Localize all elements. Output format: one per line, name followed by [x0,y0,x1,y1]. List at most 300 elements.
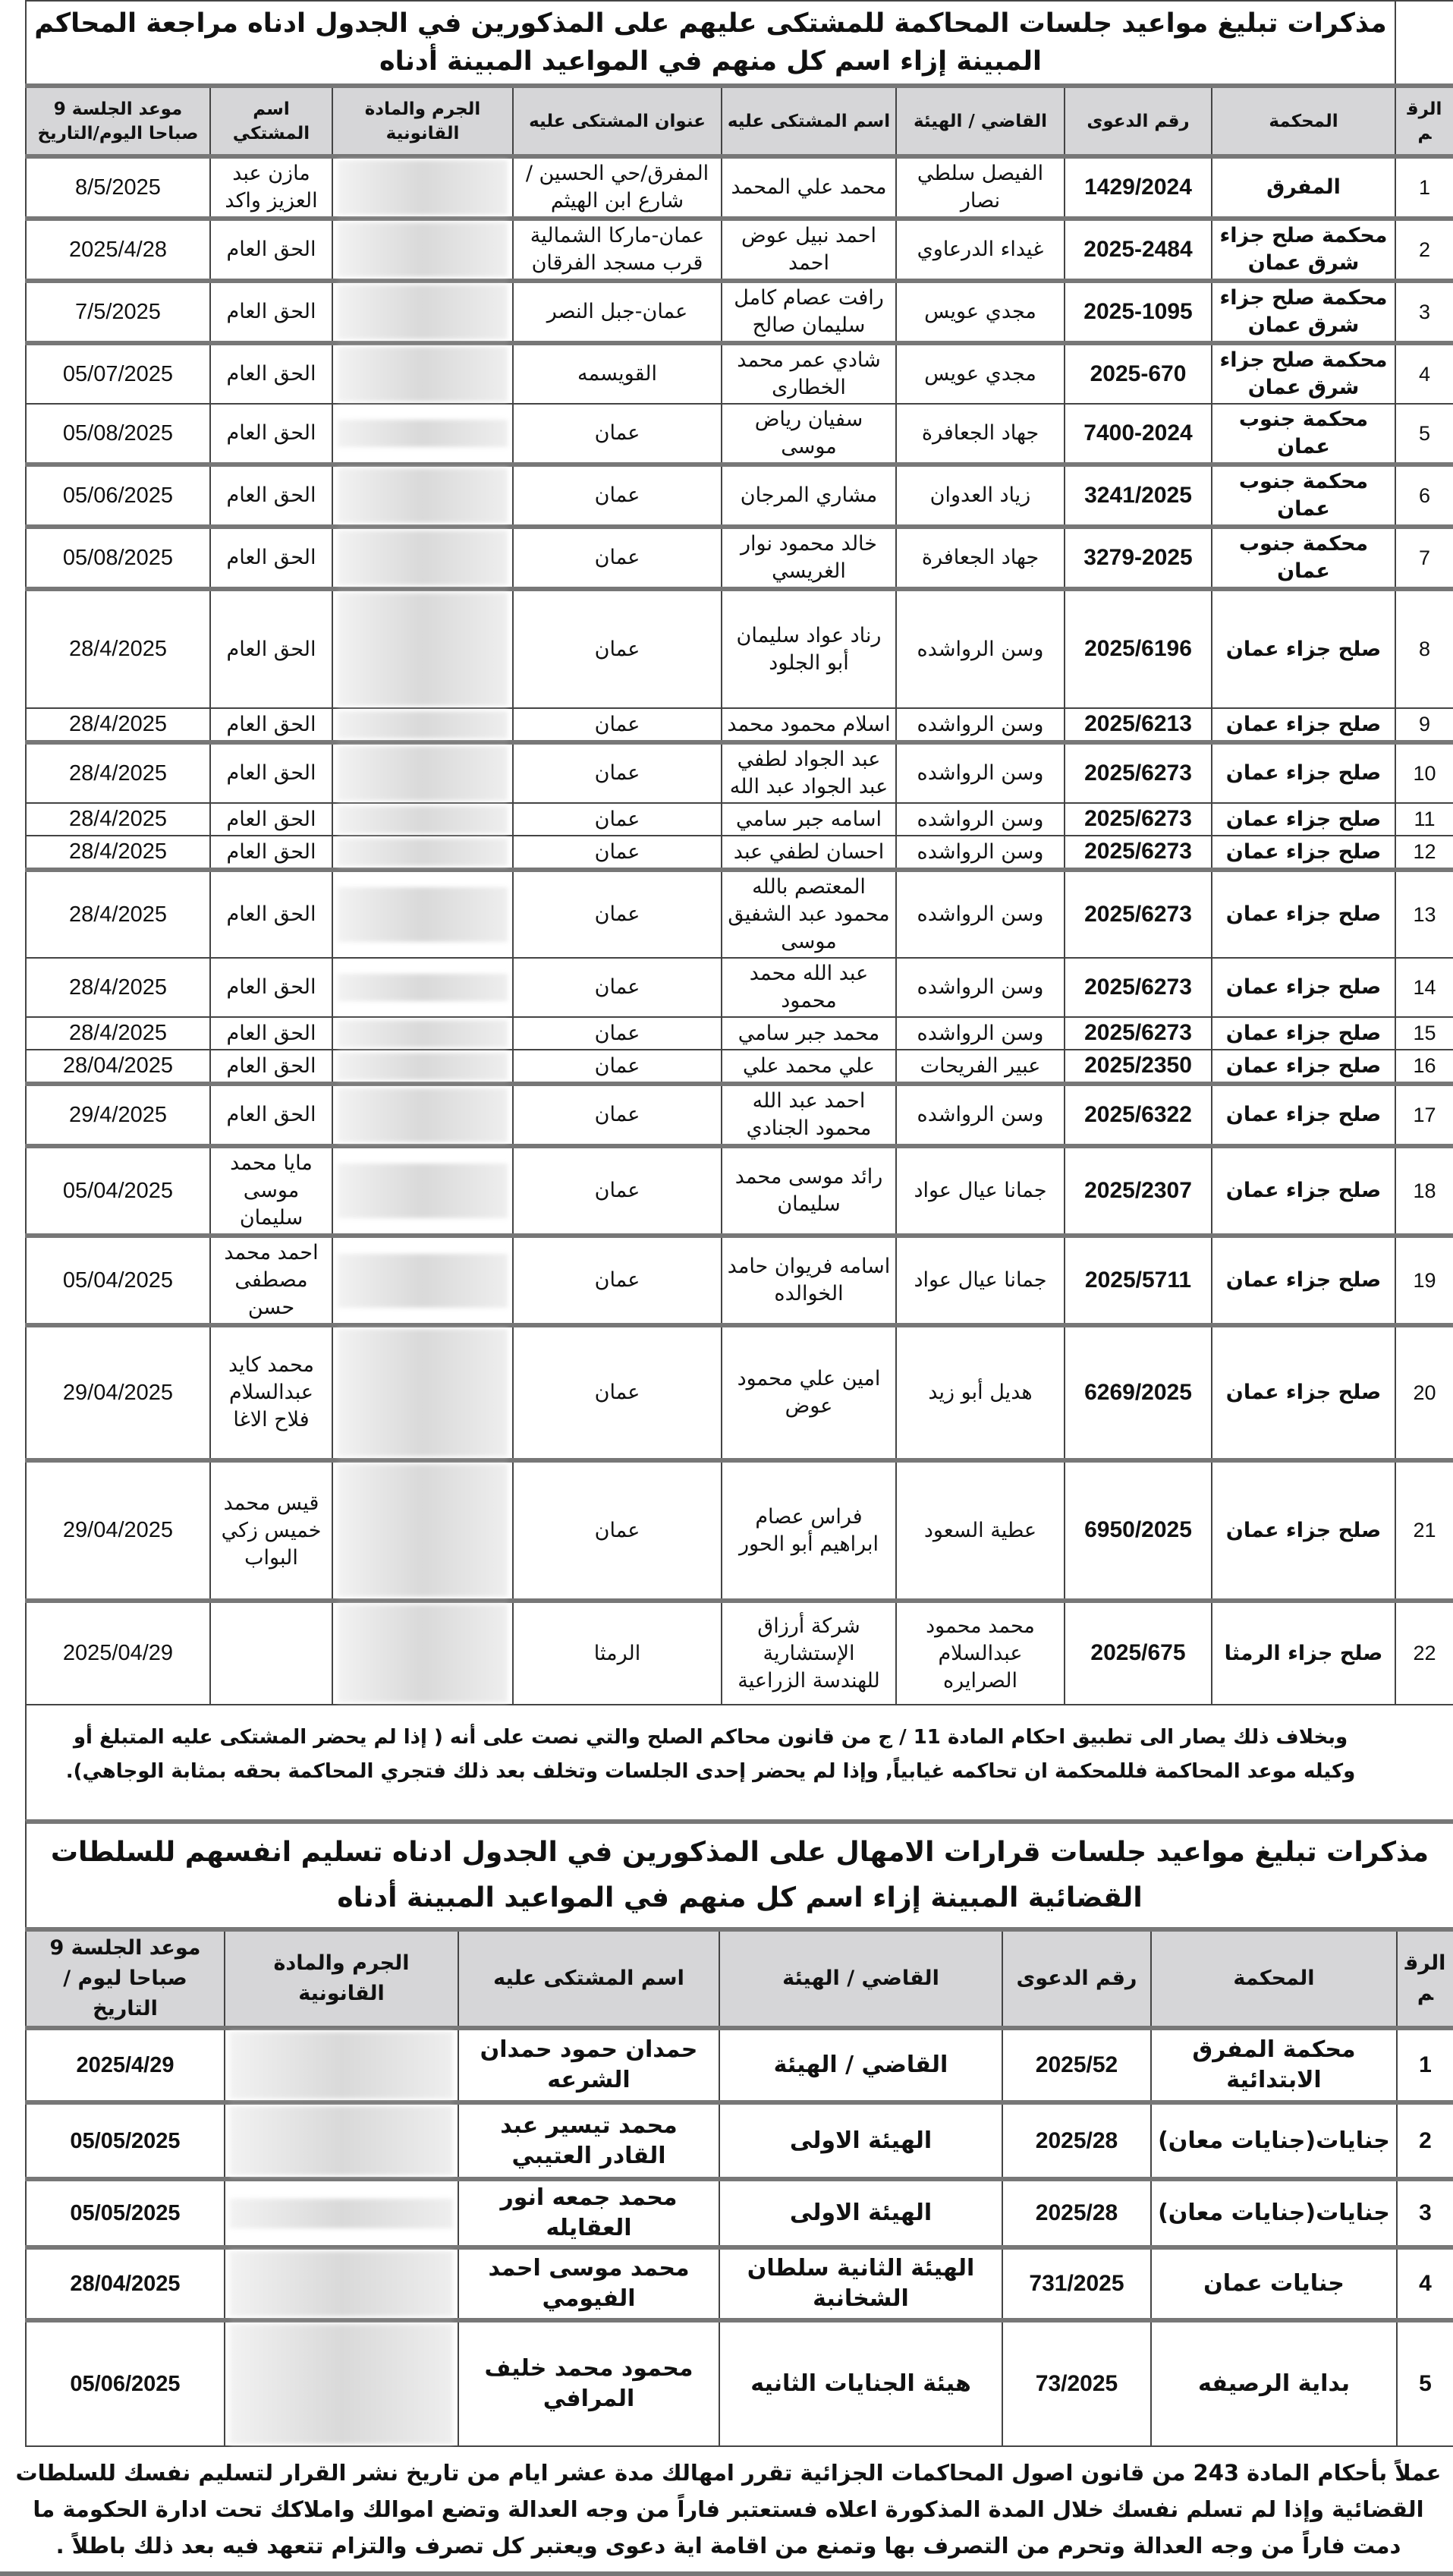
judge-text: عطية السعود [923,1518,1037,1542]
row-number-text: 2 [1418,238,1431,261]
cell-defendant-address [513,1017,722,1050]
cell-case-number [1002,2102,1151,2179]
table-row [26,1236,1453,1325]
cell-defendant [458,2320,719,2446]
case-number-text: 2025/6273 [1084,839,1192,864]
judge-text: الهيئة الاولى [789,2200,932,2226]
cell-charge [332,1050,513,1084]
redacted-block [338,468,508,523]
row-number-text: 21 [1413,1519,1436,1542]
hearing-date-text: 8/5/2025 [75,175,161,200]
complainant-text: الحق العام [226,761,316,785]
cell-complainant [210,1236,332,1325]
cell-judge [896,404,1065,464]
redacted-block [338,347,508,402]
case-number-text: 2025/6273 [1084,901,1192,927]
court-text: محكمة جنوب عمان [1238,532,1369,583]
court-text: صلح جزاء عمان [1225,839,1382,864]
cell-defendant-address [513,343,722,404]
row-number-text: 3 [1419,2200,1432,2225]
cell-judge [719,2028,1002,2102]
cell-defendant [722,836,896,870]
cell-case-number [1065,527,1212,589]
redacted-block [338,711,508,738]
notice-article-11-box [25,1705,1395,1819]
row-number-text: 22 [1413,1642,1436,1664]
cell-complainant [210,958,332,1017]
defendant-address-text: عمان [594,546,640,569]
cell-complainant [210,1325,332,1460]
cell-charge [332,803,513,836]
cell-court [1212,281,1395,343]
cell-charge [332,1460,513,1601]
cell-row-number [1395,1017,1453,1050]
redacted-block [338,806,508,833]
case-number-text: 2025/2307 [1084,1177,1192,1203]
row-number-text: 17 [1413,1103,1436,1126]
cell-case-number [1065,803,1212,836]
hearing-date-text: 28/04/2025 [70,2272,181,2296]
cell-judge [896,343,1065,404]
cell-defendant [722,870,896,958]
judge-text: الهيئة الثانية سلطان الشخانبة [747,2255,975,2312]
cell-hearing-date [26,1460,210,1601]
case-number-text: 2025-670 [1090,361,1187,386]
cell-defendant-address [513,527,722,589]
cell-defendant-address [513,742,722,803]
cell-defendant [722,1084,896,1146]
cell-defendant [722,742,896,803]
case-number-text: 3241/2025 [1084,482,1192,508]
complainant-text: مازن عبد العزيز واكد [225,162,318,213]
case-number-text: 2025-1095 [1083,298,1193,324]
cell-court [1212,219,1395,281]
defendant-address-text: عمان [594,807,640,831]
row-number-text: 5 [1419,2371,1432,2396]
defendant-text: خالد محمود نوار الغريسي [741,532,877,583]
redacted-block [338,1464,508,1597]
defendant-text: سفيان رياض موسى [754,408,863,458]
cell-hearing-date [26,1236,210,1325]
complainant-text: احمد محمد مصطفى حسن [224,1241,319,1319]
table-row [26,343,1453,404]
cell-court [1212,343,1395,404]
court-text: صلح جزاء عمان [1225,1179,1382,1202]
cell-defendant [722,404,896,464]
cell-defendant [458,2179,719,2247]
judge-text: جمانا عيال عواد [914,1268,1047,1292]
cell-complainant [210,527,332,589]
cell-defendant [722,1146,896,1236]
cell-hearing-date [26,2320,225,2446]
defendant-text: رناد عواد سليمان أبو الجلود [736,623,882,675]
defendant-address-text: القويسمه [577,362,658,386]
cell-hearing-date [26,1017,210,1050]
case-number-text: 6950/2025 [1084,1517,1192,1542]
cell-charge [332,1601,513,1705]
cell-defendant [458,2102,719,2179]
cell-row-number [1395,464,1453,527]
redacted-block [338,285,508,339]
complainant-text: الحق العام [226,807,316,831]
cell-judge [896,1017,1065,1050]
complainant-text: الحق العام [226,637,316,661]
judge-text: هيئة الجنايات الثانيه [750,2370,971,2397]
header-judge: القاضي / الهيئة [896,86,1065,156]
cell-hearing-date [26,836,210,870]
cell-hearing-date [26,464,210,527]
table-row [26,803,1453,836]
table1-title-row [25,0,1453,83]
cell-court [1151,2320,1397,2446]
cell-defendant [722,156,896,219]
cell-hearing-date [26,343,210,404]
court-text: صلح جزاء عمان [1225,902,1382,926]
hearing-date-text: 05/05/2025 [70,2201,181,2225]
table-row [26,1460,1453,1601]
defendant-address-text: عمان [594,975,640,999]
cell-judge [896,742,1065,803]
court-text: صلح جزاء عمان [1225,1381,1382,1404]
hearing-date-text: 05/06/2025 [62,483,174,508]
cell-defendant [722,1236,896,1325]
case-number-text: 2025/52 [1035,2052,1118,2077]
judge-text: غيداء الدرعاوي [917,238,1044,261]
header-charge: الجرم والمادة القانونية [332,86,513,156]
hearing-date-text: 28/4/2025 [68,1021,167,1045]
redacted-block [230,2324,453,2444]
cell-defendant-address [513,708,722,742]
judge-text: مجدي عويس [924,362,1036,386]
hearing-date-text: 29/04/2025 [62,1380,174,1405]
cell-hearing-date [26,1050,210,1084]
defendant-text: محمد تيسير عبد القادر العتيبي [500,2112,678,2169]
case-number-text: 2025/6273 [1084,974,1192,1000]
cell-row-number [1395,1236,1453,1325]
complainant-text: الحق العام [226,902,316,926]
cell-row-number [1395,1601,1453,1705]
cell-defendant [722,708,896,742]
cell-charge [332,1017,513,1050]
header-hearing-date: موعد الجلسة 9 صباحا ليوم / التاريخ [26,1929,225,2028]
defendant-text: احسان لطفي عبد [733,839,885,864]
cell-court [1151,2247,1397,2320]
header-row-number: الرقم [1395,86,1453,156]
judge-text: وسن الرواشده [917,975,1044,999]
cell-case-number [1002,2028,1151,2102]
court-text: محكمة صلح جزاء شرق عمان [1219,224,1388,275]
judge-text: وسن الرواشده [917,1021,1044,1045]
cell-defendant [722,527,896,589]
row-number-text: 18 [1413,1179,1436,1202]
cell-charge [332,958,513,1017]
cell-case-number [1065,1084,1212,1146]
cell-court [1212,404,1395,464]
cell-charge [332,404,513,464]
cell-case-number [1065,1017,1212,1050]
cell-judge [896,464,1065,527]
hearing-date-text: 28/4/2025 [68,807,167,831]
cell-judge [896,1084,1065,1146]
defendant-address-text: عمان [594,902,640,926]
hearing-date-text: 7/5/2025 [75,299,161,324]
case-number-text: 2025/2350 [1084,1053,1192,1078]
redacted-block [230,2106,453,2175]
cell-judge [896,219,1065,281]
row-number-text: 11 [1414,808,1436,830]
defendant-text: رافت عصام كامل سليمان صالح [734,286,884,337]
defendant-text: رائد موسى محمد سليمان [734,1165,883,1216]
cell-judge [719,2102,1002,2179]
cell-judge [896,1146,1065,1236]
judge-text: جهاد الجعافرة [921,546,1039,569]
redacted-block [338,887,508,942]
table-row [26,870,1453,958]
cell-hearing-date [26,281,210,343]
hearing-date-text: 05/08/2025 [62,545,174,570]
table-row [26,156,1453,219]
cell-defendant-address [513,870,722,958]
cell-case-number [1065,870,1212,958]
cell-complainant [210,742,332,803]
cell-defendant-address [513,281,722,343]
cell-complainant [210,589,332,708]
cell-charge [332,589,513,708]
redacted-block [338,593,508,706]
cell-case-number [1065,219,1212,281]
row-number-text: 8 [1418,638,1431,660]
redacted-block [338,746,508,801]
hearing-date-text: 05/04/2025 [62,1178,174,1203]
defendant-address-text: عمان [594,1103,640,1126]
cell-court [1212,803,1395,836]
defendant-address-text: عمان-ماركا الشمالية قرب مسجد الفرقان [530,224,705,275]
header-hearing-date: موعد الجلسة 9 صباحا اليوم/التاريخ [26,86,210,156]
row-number-text: 3 [1418,300,1431,323]
complainant-text: مايا محمد موسى سليمان [230,1151,313,1230]
case-number-text: 2025/28 [1035,2200,1118,2225]
cell-complainant [210,708,332,742]
cell-case-number [1002,2247,1151,2320]
row-number-text: 16 [1413,1054,1436,1077]
redacted-block [338,839,508,866]
row-number-text: 13 [1413,902,1436,926]
court-text: صلح جزاء عمان [1225,761,1382,785]
cell-defendant-address [513,156,722,219]
court-text: صلح جزاء عمان [1225,712,1382,736]
cell-complainant [210,343,332,404]
row-number-text: 19 [1413,1268,1436,1292]
defendant-text: شادي عمر محمد الخطارى [737,348,881,399]
cell-complainant [210,404,332,464]
complainant-text: الحق العام [226,975,316,999]
header-court: المحكمة [1151,1929,1397,2028]
cell-judge [896,836,1065,870]
court-text: صلح جزاء عمان [1225,1268,1382,1292]
case-number-text: 2025/6322 [1084,1101,1192,1127]
judge-text: جمانا عيال عواد [914,1179,1047,1202]
table-row [26,1050,1453,1084]
cell-row-number [1395,870,1453,958]
cell-judge [896,281,1065,343]
defendant-address-text: الرمثا [593,1641,641,1665]
table-row [26,2247,1453,2320]
cell-judge [896,527,1065,589]
table-row [26,2320,1453,2446]
cell-charge [332,343,513,404]
redacted-block [230,2199,453,2228]
hearing-date-text: 28/4/2025 [68,902,167,927]
table-row [26,589,1453,708]
row-number-text: 4 [1418,362,1431,386]
complainant-text: الحق العام [226,1021,316,1045]
complainant-text: الحق العام [226,1103,316,1126]
hearing-date-text: 05/08/2025 [62,420,174,446]
cell-hearing-date [26,2179,225,2247]
complainant-text: الحق العام [226,839,316,864]
court-text: صلح جزاء عمان [1225,637,1382,661]
redacted-block [230,2251,453,2316]
judge-text: الهيئة الاولى [789,2127,932,2154]
cell-defendant [722,1050,896,1084]
cell-court [1212,708,1395,742]
defendant-address-text: عمان [594,1179,640,1202]
cell-row-number [1395,803,1453,836]
cell-hearing-date [26,156,210,219]
cell-judge [896,589,1065,708]
court-text: محكمة المفرق الابتدائية [1192,2036,1356,2093]
table-row [26,836,1453,870]
cell-row-number [1395,281,1453,343]
cell-charge [332,156,513,219]
hearing-date-text: 05/07/2025 [62,361,174,386]
redacted-block [338,1088,508,1142]
table-row [26,958,1453,1017]
cell-defendant [722,803,896,836]
header-defendant: اسم المشتكى عليه [722,86,896,156]
cell-court [1212,1325,1395,1460]
defendant-address-text: عمان [594,1381,640,1404]
court-text: بداية الرصيفه [1197,2370,1350,2397]
cell-defendant [722,958,896,1017]
cell-judge [896,708,1065,742]
cell-case-number [1065,1325,1212,1460]
court-text: محكمة جنوب عمان [1238,408,1369,458]
header-charge: الجرم والمادة القانونية [225,1929,458,2028]
cell-judge [896,1050,1065,1084]
cell-defendant-address [513,1236,722,1325]
notice-article-243: عملاً بأحكام المادة 243 من قانون اصول المحاكمات الجزائية تقرر امهالك مدة عشر ايام من تاريخ نشر القرار لتسليم نفسك للسلطات القضائية وإذا لم تسلم نفسك خلال المدة المذكورة اعلاه فستعتبر فاراً من وجه العدالة وتضع اموالك واملاكك تحت ادارة الحكومة ما دمت فاراً من وجه العدالة وتحرم من التصرف بها وتمنع من اقامة اية دعوى ويعتبر كل تصرف والتزام تتعهد فيه بعد ذلك باطلاً . [15,2460,1442,2559]
redacted-block [338,1329,508,1456]
table-row [26,219,1453,281]
cell-court [1212,1236,1395,1325]
cell-hearing-date [26,958,210,1017]
cell-case-number [1065,1601,1212,1705]
header-defendant: اسم المشتكى عليه [458,1929,719,2028]
cell-row-number [1395,589,1453,708]
cell-complainant [210,156,332,219]
table-row [26,1084,1453,1146]
judge-text: الفيصل سلطي نصار [917,162,1044,213]
court-text: صلح جزاء عمان [1225,807,1382,831]
defendant-text: عبد الله محمد محمود [749,962,869,1012]
case-number-text: 6269/2025 [1084,1379,1192,1405]
complainant-text: الحق العام [226,421,316,445]
cell-defendant [458,2247,719,2320]
cell-defendant-address [513,219,722,281]
case-number-text: 2025/6213 [1084,711,1192,736]
row-number-text: 1 [1419,2052,1432,2077]
redacted-block [338,420,508,447]
cell-judge [896,156,1065,219]
judge-text: وسن الرواشده [917,637,1044,661]
header-court: المحكمة [1212,86,1395,156]
judge-text: وسن الرواشده [917,902,1044,926]
redacted-block [338,1254,508,1308]
defendant-text: احمد عبد الله محمود الجنادي [746,1089,872,1140]
cell-complainant [210,1084,332,1146]
cell-complainant [210,1601,332,1705]
hearing-date-text: 2025/04/29 [62,1641,174,1665]
cell-charge [225,2247,458,2320]
cell-charge [332,836,513,870]
cell-row-number [1397,2179,1453,2247]
hearing-date-text: 05/06/2025 [70,2372,181,2396]
cell-court [1212,1050,1395,1084]
cell-court [1212,464,1395,527]
cell-row-number [1397,2028,1453,2102]
cell-defendant-address [513,803,722,836]
cell-charge [332,1325,513,1460]
title-side-cell [1395,0,1453,83]
table-row [26,742,1453,803]
defendant-text: محمود محمد خليف المرافي [484,2355,693,2412]
header-complainant: اسم المشتكي [210,86,332,156]
defendant-text: احمد نبيل عوض احمد [741,224,877,275]
cell-court [1212,589,1395,708]
header-case-number: رقم الدعوى [1002,1929,1151,2028]
cell-row-number [1395,1460,1453,1601]
hearings-table [25,83,1453,1705]
row-number-text: 12 [1413,840,1436,863]
court-text: صلح جزاء الرمثا [1224,1641,1383,1665]
cell-charge [225,2320,458,2446]
cell-charge [332,1236,513,1325]
judge-text: وسن الرواشده [917,712,1044,736]
cell-court [1212,156,1395,219]
cell-charge [332,870,513,958]
cell-hearing-date [26,527,210,589]
table-row [26,2179,1453,2247]
redacted-block [230,2032,453,2099]
cell-case-number [1065,836,1212,870]
cell-hearing-date [26,742,210,803]
court-text: جنايات(جنايات معان) [1158,2127,1390,2154]
cell-defendant-address [513,1460,722,1601]
cell-row-number [1395,219,1453,281]
redacted-block [338,1164,508,1218]
cell-charge [332,219,513,281]
cell-case-number [1065,281,1212,343]
defendant-text: اسامه جبر سامي [735,807,882,831]
cell-judge [896,1601,1065,1705]
defendant-address-text: عمان [594,1053,640,1078]
cell-complainant [210,1146,332,1236]
court-text: محكمة صلح جزاء شرق عمان [1219,348,1388,399]
table-row [26,281,1453,343]
court-text: صلح جزاء عمان [1225,1518,1382,1542]
defendant-text: عبد الجواد لطفي عبد الجواد عبد الله [729,748,888,798]
